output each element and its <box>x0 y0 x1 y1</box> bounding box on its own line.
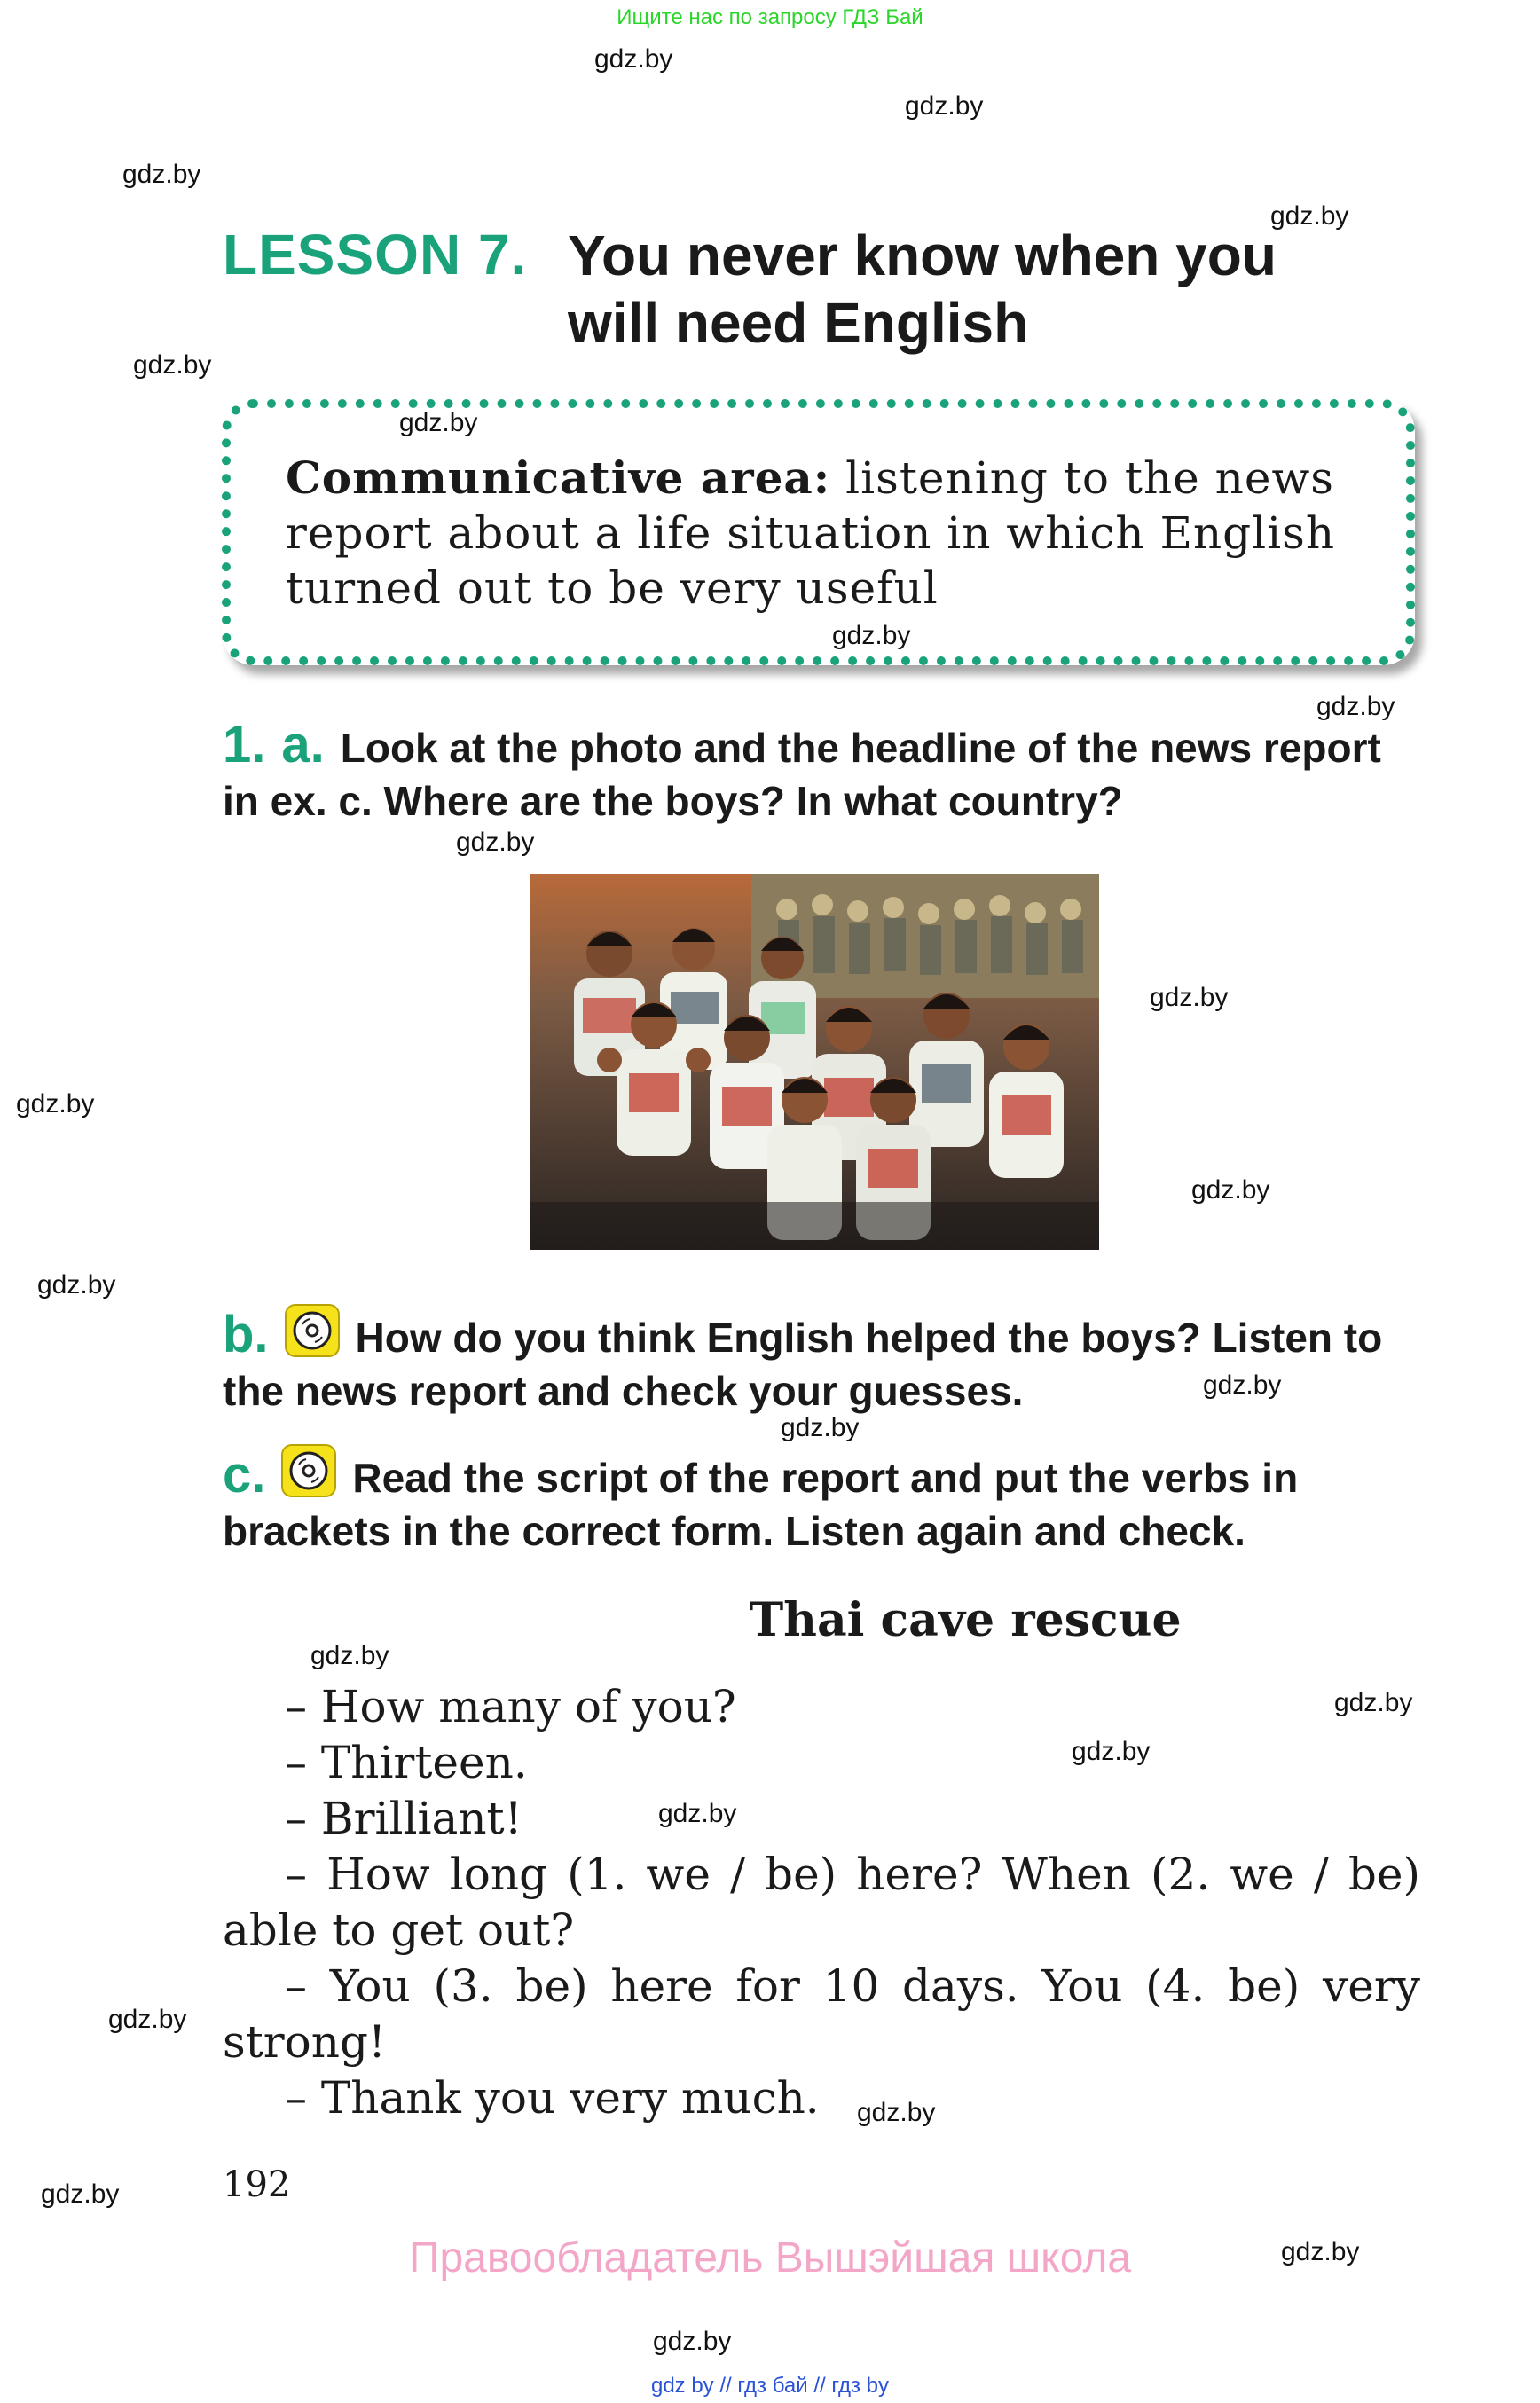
communicative-area-description: listening to the news report about a life situation in which English turned out to be very useful <box>286 452 1336 614</box>
watermark: gdz.by <box>653 2327 732 2356</box>
dialog-line: – Thirteen. <box>285 1737 528 1788</box>
watermark: gdz.by <box>108 2005 187 2034</box>
watermark: gdz.by <box>1191 1175 1270 1205</box>
copyright-notice: Правообладатель Вышэйшая школа <box>408 2234 1132 2281</box>
news-photo <box>530 874 1099 1250</box>
watermark: gdz.by <box>781 1413 860 1442</box>
dialog-line: – Brilliant! <box>285 1793 522 1844</box>
watermark: gdz.by <box>658 1799 737 1828</box>
watermark: gdz.by <box>1072 1737 1151 1766</box>
exercise-1c <box>223 1444 1420 1558</box>
watermark: gdz.by <box>310 1641 389 1670</box>
audio-cd-icon[interactable] <box>281 1444 336 1497</box>
dialog-line: – How long (1. we / be) here? When (2. we / be) able to get out? <box>223 1849 1420 1956</box>
page-number: 192 <box>223 2164 291 2205</box>
dialog-line: – How many of you? <box>285 1681 736 1732</box>
watermark: gdz.by <box>41 2179 120 2209</box>
exercise-letter-b: b. <box>223 1306 269 1363</box>
footer-links[interactable]: gdz by // гдз бай // гдз by <box>650 2374 890 2398</box>
watermark: gdz.by <box>1334 1688 1413 1717</box>
communicative-area-text <box>286 451 1350 616</box>
watermark: gdz.by <box>857 2098 936 2127</box>
exercise-1c-text: Read the script of the report and put the verbs in brackets in the correct form. Listen again and check. <box>223 1455 1299 1554</box>
story-title: Thai cave rescue <box>749 1593 1182 1647</box>
watermark: gdz.by <box>1281 2237 1360 2266</box>
watermark: gdz.by <box>37 1270 116 1300</box>
communicative-area-box <box>222 399 1415 665</box>
exercise-1b-text: How do you think English helped the boys? Listen to the news report and check your guesses. <box>223 1315 1383 1414</box>
communicative-area-label: Communicative area: <box>286 452 831 504</box>
watermark: gdz.by <box>133 350 212 380</box>
watermark: gdz.by <box>1150 983 1229 1012</box>
dialog-line: – Thank you very much. <box>285 2072 820 2124</box>
watermark: gdz.by <box>832 621 911 650</box>
exercise-letter-a: a. <box>281 716 325 774</box>
lesson-title: You never know when you will need English <box>568 224 1277 355</box>
exercise-number: 1. <box>223 716 266 774</box>
watermark: gdz.by <box>1316 692 1395 721</box>
audio-cd-icon[interactable] <box>285 1304 340 1357</box>
watermark: gdz.by <box>122 160 201 189</box>
watermark: gdz.by <box>905 91 984 121</box>
watermark: gdz.by <box>1270 201 1349 231</box>
story-dialog <box>223 1679 1420 2126</box>
watermark: gdz.by <box>456 828 535 857</box>
watermark: gdz.by <box>399 408 478 437</box>
watermark: gdz.by <box>1203 1370 1282 1400</box>
exercise-1a-text: Look at the photo and the headline of the news report in ex. c. Where are the boys? In what country? <box>223 725 1381 824</box>
lesson-number: LESSON 7. <box>223 223 528 287</box>
exercise-1a <box>223 716 1420 828</box>
watermark: gdz.by <box>594 44 673 74</box>
exercise-1b <box>223 1304 1420 1417</box>
exercise-letter-c: c. <box>223 1446 266 1504</box>
dialog-line: – You (3. be) here for 10 days. You (4. be) very strong! <box>223 1960 1420 2068</box>
top-search-note[interactable]: Ищите нас по запросу ГДЗ Бай <box>617 5 923 29</box>
watermark: gdz.by <box>16 1089 95 1119</box>
